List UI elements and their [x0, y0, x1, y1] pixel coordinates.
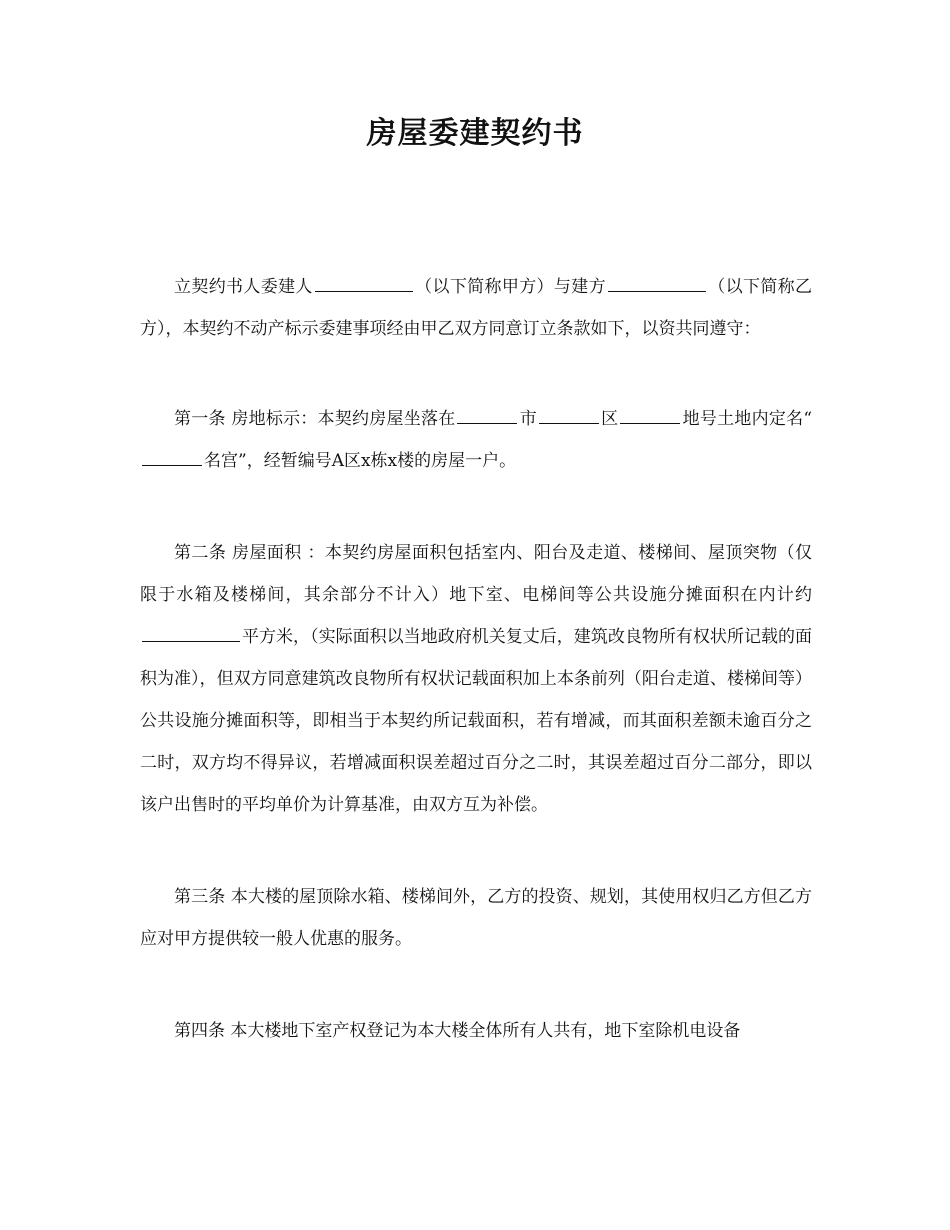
text-segment: 立契约书人委建人: [174, 277, 313, 297]
article-2-paragraph: [140, 532, 812, 826]
city-blank: [457, 403, 517, 424]
document-body: [140, 266, 812, 1102]
text-segment: 名宫”，经暂编号A区x栋x楼的房屋一户。: [204, 451, 517, 471]
text-segment: （以下简称乙方），本契约不动产标示委建事项经由甲乙双方同意订立条款如下，以资共同遵守：: [140, 277, 813, 339]
area-blank: [142, 621, 240, 642]
lot-number-blank: [620, 403, 680, 424]
text-segment: 平方米，（实际面积以当地政府机关复丈后，建筑改良物所有权状所记载的面积为准），但双方同意建筑改良物所有权状记载面积加上本条前列（阳台走道、楼梯间等）公共设施分摊面积等，即相当于本契约所记载面积，若有增减，而其面积差额未逾百分之二时，双方均不得异议，若增减面积误差超过百分之二时，其误差超过百分二部分，即以该户出售时的平均单价为计算基准，由双方互为补偿。: [140, 627, 812, 815]
district-blank: [539, 403, 599, 424]
party-b-blank: [608, 271, 706, 292]
text-segment: 地号土地内定名“: [682, 409, 813, 429]
text-segment: 第三条 本大楼的屋顶除水箱、楼梯间外，乙方的投资、规划，其使用权归乙方但乙方应对甲方提供较一般人优惠的服务。: [140, 887, 812, 949]
text-segment: 区: [600, 409, 619, 429]
article-4-paragraph: [140, 1010, 812, 1052]
article-3-paragraph: [140, 876, 812, 960]
text-segment: 第一条 房地标示：本契约房屋坐落在: [174, 409, 456, 429]
text-segment: 市: [519, 409, 537, 429]
article-1-paragraph: [140, 398, 812, 482]
text-segment: 第四条 本大楼地下室产权登记为本大楼全体所有人共有，地下室除机电设备: [174, 1021, 741, 1041]
text-segment: （以下简称甲方）与建方: [414, 277, 606, 297]
text-segment: 第二条 房屋面积 ：本契约房屋面积包括室内、阳台及走道、楼梯间、屋顶突物（仅限于水箱及楼梯间，其余部分不计入）地下室、电梯间等公共设施分摊面积在内计约: [140, 543, 812, 605]
document-title: 房屋委建契约书: [366, 116, 584, 151]
preamble-paragraph: [140, 266, 812, 350]
party-a-blank: [315, 271, 413, 292]
building-name-blank: [142, 445, 202, 466]
